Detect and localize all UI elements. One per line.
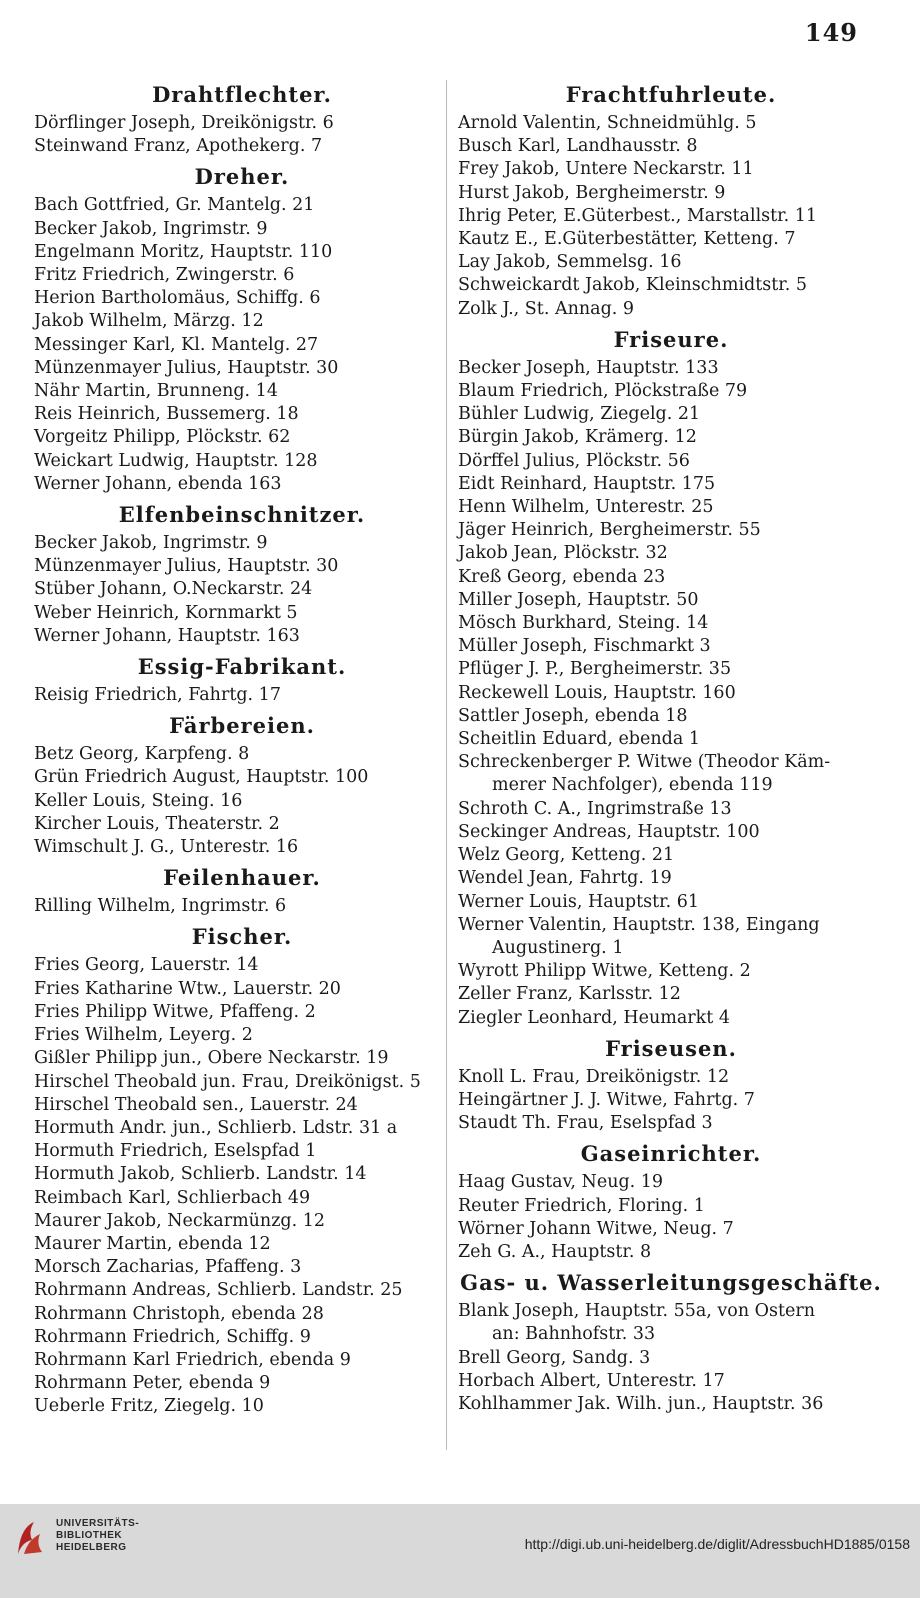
directory-entry: Fritz Friedrich, Zwingerstr. 6 bbox=[34, 265, 295, 286]
directory-entry: Bürgin Jakob, Krämerg. 12 bbox=[458, 427, 697, 448]
directory-entry: Seckinger Andreas, Hauptstr. 100 bbox=[458, 821, 760, 842]
section-heading: Drahtflechter. bbox=[152, 82, 332, 107]
section-heading: Friseusen. bbox=[605, 1035, 737, 1061]
directory-entry: Knoll L. Frau, Dreikönigstr. 12 bbox=[458, 1066, 730, 1087]
directory-entry: Ihrig Peter, E.Güterbest., Marstallstr. 11 bbox=[458, 205, 818, 226]
trade-section bbox=[32, 924, 452, 1418]
directory-entry: Betz Georg, Karpfeng. 8 bbox=[34, 744, 250, 765]
directory-entry: Reis Heinrich, Bussemerg. 18 bbox=[34, 404, 299, 425]
directory-entry: Rohrmann Christoph, ebenda 28 bbox=[34, 1303, 324, 1324]
directory-entry: Wimschult J. G., Unterestr. 16 bbox=[34, 837, 299, 858]
directory-entry: Maurer Jakob, Neckarmünzg. 12 bbox=[34, 1210, 326, 1231]
directory-entry: Werner Johann, ebenda 163 bbox=[34, 473, 282, 494]
trade-section bbox=[456, 82, 886, 321]
directory-entry: Mösch Burkhard, Steing. 14 bbox=[458, 613, 709, 634]
directory-entry: Fries Wilhelm, Leyerg. 2 bbox=[34, 1025, 253, 1046]
directory-entry: Bühler Ludwig, Ziegelg. 21 bbox=[458, 404, 701, 425]
directory-entry: Hirschel Theobald sen., Lauerstr. 24 bbox=[34, 1094, 358, 1115]
directory-entry: Bach Gottfried, Gr. Mantelg. 21 bbox=[34, 195, 315, 216]
directory-entry: Reckewell Louis, Hauptstr. 160 bbox=[458, 682, 736, 703]
directory-entry: Weber Heinrich, Kornmarkt 5 bbox=[34, 602, 298, 623]
directory-entry: Henn Wilhelm, Unterestr. 25 bbox=[458, 497, 714, 518]
directory-entry: Becker Jakob, Ingrimstr. 9 bbox=[34, 533, 268, 554]
directory-entry: Reuter Friedrich, Floring. 1 bbox=[458, 1195, 705, 1216]
directory-entry: Werner Louis, Hauptstr. 61 bbox=[458, 891, 700, 912]
source-url[interactable]: http://digi.ub.uni-heidelberg.de/diglit/AdressbuchHD1885/0158 bbox=[524, 1536, 910, 1552]
directory-entry: Blaum Friedrich, Plöckstraße 79 bbox=[458, 381, 748, 402]
directory-entry: Hormuth Friedrich, Eselspfad 1 bbox=[34, 1141, 317, 1162]
directory-entry: Zeh G. A., Hauptstr. 8 bbox=[458, 1241, 652, 1262]
directory-entry: Münzenmayer Julius, Hauptstr. 30 bbox=[34, 357, 339, 378]
directory-entry: Sattler Joseph, ebenda 18 bbox=[458, 705, 688, 726]
directory-entry: Dörffel Julius, Plöckstr. 56 bbox=[458, 450, 690, 471]
directory-entry: Steinwand Franz, Apothekerg. 7 bbox=[34, 136, 323, 157]
directory-entry: Staudt Th. Frau, Eselspfad 3 bbox=[458, 1113, 713, 1134]
library-name-line: BIBLIOTHEK bbox=[56, 1530, 123, 1541]
directory-entry: Weickart Ludwig, Hauptstr. 128 bbox=[34, 450, 318, 471]
directory-entry: Rohrmann Andreas, Schlierb. Landstr. 25 bbox=[34, 1280, 403, 1301]
directory-entry: Busch Karl, Landhausstr. 8 bbox=[458, 136, 698, 157]
directory-entry: Brell Georg, Sandg. 3 bbox=[458, 1347, 651, 1368]
directory-entry: Maurer Martin, ebenda 12 bbox=[34, 1233, 271, 1254]
directory-entry: Scheitlin Eduard, ebenda 1 bbox=[458, 729, 700, 750]
directory-entry: Rohrmann Friedrich, Schiffg. 9 bbox=[34, 1326, 311, 1347]
directory-entry-continuation: an: Bahnhofstr. 33 bbox=[492, 1324, 656, 1345]
directory-entry: Reisig Friedrich, Fahrtg. 17 bbox=[34, 685, 281, 706]
directory-entry: Miller Joseph, Hauptstr. 50 bbox=[458, 589, 699, 610]
directory-entry: Keller Louis, Steing. 16 bbox=[34, 790, 243, 811]
directory-entry: Pflüger J. P., Bergheimerstr. 35 bbox=[458, 659, 732, 680]
directory-entry: Jakob Wilhelm, Märzg. 12 bbox=[34, 311, 264, 332]
section-heading: Feilenhauer. bbox=[163, 865, 321, 891]
directory-entry: Herion Bartholomäus, Schiffg. 6 bbox=[34, 288, 321, 309]
directory-entry: Arnold Valentin, Schneidmühlg. 5 bbox=[458, 113, 757, 133]
directory-entry: Fries Katharine Wtw., Lauerstr. 20 bbox=[34, 978, 341, 999]
directory-entry: Stüber Johann, O.Neckarstr. 24 bbox=[34, 579, 313, 600]
trade-section bbox=[456, 1141, 886, 1264]
left-column bbox=[32, 76, 452, 1419]
section-heading: Frachtfuhrleute. bbox=[565, 82, 777, 107]
trade-section bbox=[32, 502, 452, 648]
directory-entry: Rohrmann Peter, ebenda 9 bbox=[34, 1373, 271, 1394]
section-heading: Essig-Fabrikant. bbox=[137, 654, 347, 680]
directory-entry: Frey Jakob, Untere Neckarstr. 11 bbox=[458, 159, 754, 180]
directory-entry: Zeller Franz, Karlsstr. 12 bbox=[458, 984, 681, 1005]
section-heading: Färbereien. bbox=[169, 713, 315, 739]
directory-entry: Werner Johann, Hauptstr. 163 bbox=[34, 625, 300, 646]
directory-entry: Nähr Martin, Brunneng. 14 bbox=[34, 381, 278, 402]
directory-entry: Hurst Jakob, Bergheimerstr. 9 bbox=[458, 182, 726, 203]
directory-entry: Wyrott Philipp Witwe, Ketteng. 2 bbox=[458, 961, 751, 982]
directory-entry: Kautz E., E.Güterbestätter, Ketteng. 7 bbox=[458, 229, 796, 250]
trade-section bbox=[32, 164, 452, 496]
directory-entry: Dörflinger Joseph, Dreikönigstr. 6 bbox=[34, 113, 334, 133]
directory-entry: Becker Joseph, Hauptstr. 133 bbox=[458, 357, 719, 378]
section-heading: Friseure. bbox=[613, 326, 729, 352]
library-logo-icon bbox=[10, 1518, 50, 1558]
directory-entry: Engelmann Moritz, Hauptstr. 110 bbox=[34, 241, 333, 262]
section-heading: Gas- u. Wasserleitungsgeschäfte. bbox=[460, 1270, 882, 1296]
section-heading: Dreher. bbox=[194, 164, 290, 190]
library-name bbox=[56, 1518, 139, 1554]
directory-entry: Haag Gustav, Neug. 19 bbox=[458, 1172, 664, 1193]
directory-entry: Zolk J., St. Annag. 9 bbox=[458, 298, 635, 319]
directory-entry: Kircher Louis, Theaterstr. 2 bbox=[34, 813, 280, 834]
column-divider bbox=[446, 80, 447, 1450]
trade-section bbox=[456, 1036, 886, 1136]
directory-entry: Hormuth Andr. jun., Schlierb. Ldstr. 31 a bbox=[34, 1117, 398, 1138]
directory-entry: Rilling Wilhelm, Ingrimstr. 6 bbox=[34, 896, 287, 917]
trade-section bbox=[456, 327, 886, 1030]
section-heading: Elfenbeinschnitzer. bbox=[118, 502, 366, 528]
library-name-line: HEIDELBERG bbox=[56, 1542, 127, 1553]
directory-entry: Werner Valentin, Hauptstr. 138, Eingang bbox=[458, 914, 820, 935]
directory-entry: Ziegler Leonhard, Heumarkt 4 bbox=[458, 1007, 730, 1028]
directory-entry: Gißler Philipp jun., Obere Neckarstr. 19 bbox=[34, 1048, 389, 1069]
directory-entry: Kohlhammer Jak. Wilh. jun., Hauptstr. 36 bbox=[458, 1393, 824, 1414]
trade-section bbox=[456, 1270, 886, 1416]
directory-entry: Lay Jakob, Semmelsg. 16 bbox=[458, 252, 682, 273]
directory-entry: Ueberle Fritz, Ziegelg. 10 bbox=[34, 1396, 264, 1417]
directory-entry: Kreß Georg, ebenda 23 bbox=[458, 566, 666, 587]
directory-entry-continuation: Augustinerg. 1 bbox=[492, 937, 624, 958]
section-heading: Fischer. bbox=[191, 924, 293, 950]
directory-entry: Fries Philipp Witwe, Pfaffeng. 2 bbox=[34, 1001, 316, 1022]
library-name-line: UNIVERSITÄTS- bbox=[56, 1518, 140, 1529]
directory-entry: Schreckenberger P. Witwe (Theodor Käm- bbox=[458, 752, 831, 773]
directory-entry: Schroth C. A., Ingrimstraße 13 bbox=[458, 798, 732, 819]
right-column bbox=[456, 76, 886, 1416]
trade-section bbox=[32, 865, 452, 918]
section-heading: Gaseinrichter. bbox=[580, 1141, 762, 1167]
directory-entry: Hirschel Theobald jun. Frau, Dreikönigst. 5 bbox=[34, 1071, 421, 1092]
directory-entry: Welz Georg, Ketteng. 21 bbox=[458, 845, 675, 866]
directory-entry: Becker Jakob, Ingrimstr. 9 bbox=[34, 218, 268, 239]
page-number: 149 bbox=[804, 18, 858, 47]
directory-entry: Rohrmann Karl Friedrich, ebenda 9 bbox=[34, 1349, 351, 1370]
trade-section bbox=[32, 713, 452, 859]
directory-entry: Blank Joseph, Hauptstr. 55a, von Ostern bbox=[458, 1301, 816, 1322]
trade-section bbox=[32, 82, 452, 158]
directory-entry: Reimbach Karl, Schlierbach 49 bbox=[34, 1187, 311, 1208]
directory-entry: Müller Joseph, Fischmarkt 3 bbox=[458, 636, 711, 657]
directory-entry: Vorgeitz Philipp, Plöckstr. 62 bbox=[34, 427, 291, 448]
directory-entry: Horbach Albert, Unterestr. 17 bbox=[458, 1370, 725, 1391]
directory-entry: Heingärtner J. J. Witwe, Fahrtg. 7 bbox=[458, 1089, 755, 1110]
directory-entry: Morsch Zacharias, Pfaffeng. 3 bbox=[34, 1257, 302, 1278]
directory-entry: Fries Georg, Lauerstr. 14 bbox=[34, 955, 259, 976]
directory-entry: Jakob Jean, Plöckstr. 32 bbox=[458, 543, 668, 564]
directory-entry: Schweickardt Jakob, Kleinschmidtstr. 5 bbox=[458, 275, 808, 296]
directory-entry: Hormuth Jakob, Schlierb. Landstr. 14 bbox=[34, 1164, 367, 1185]
directory-entry: Wörner Johann Witwe, Neug. 7 bbox=[458, 1218, 734, 1239]
directory-entry-continuation: merer Nachfolger), ebenda 119 bbox=[492, 775, 773, 796]
directory-entry: Wendel Jean, Fahrtg. 19 bbox=[458, 868, 672, 889]
directory-entry: Grün Friedrich August, Hauptstr. 100 bbox=[34, 767, 369, 788]
directory-entry: Eidt Reinhard, Hauptstr. 175 bbox=[458, 473, 716, 494]
trade-section bbox=[32, 654, 452, 707]
directory-entry: Jäger Heinrich, Bergheimerstr. 55 bbox=[458, 520, 761, 541]
footer-bar bbox=[0, 1504, 920, 1598]
directory-entry: Messinger Karl, Kl. Mantelg. 27 bbox=[34, 334, 319, 355]
directory-entry: Münzenmayer Julius, Hauptstr. 30 bbox=[34, 556, 339, 577]
